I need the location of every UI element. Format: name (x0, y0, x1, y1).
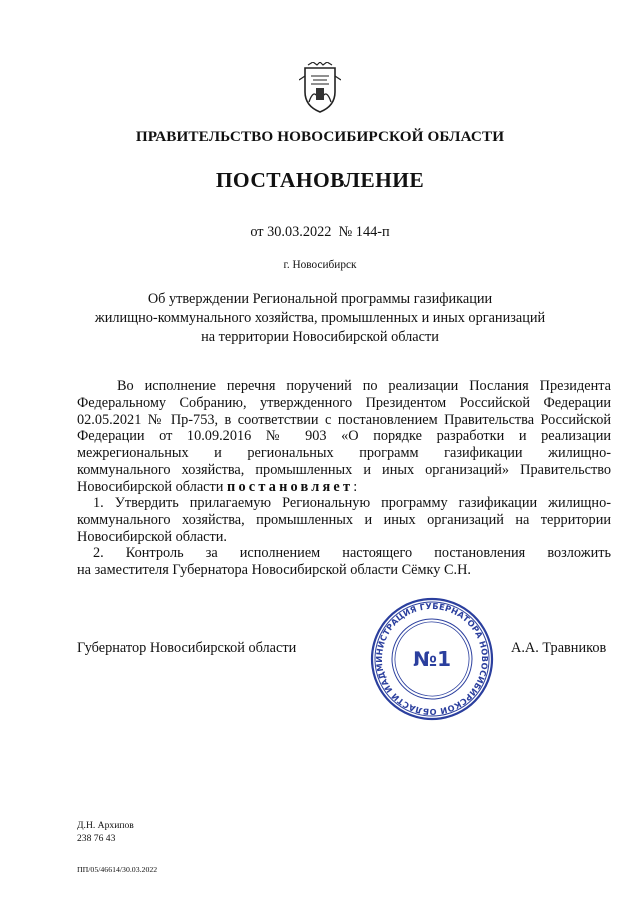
stamp-number: №1 (413, 647, 451, 671)
date-and-number: от 30.03.2022 № 144-п (250, 224, 390, 240)
subject-line: жилищно-коммунального хозяйства, промышленных и иных организаций (94, 310, 546, 326)
text-line: коммунального хозяйства, промышленных и иных организаций на территории (77, 511, 611, 528)
signatory-name: А.А. Травников (511, 640, 607, 656)
text-line: 02.05.2021 № Пр-753, в соответствии с постановлением Правительства Российской (77, 411, 611, 428)
document-subject (0, 290, 640, 347)
text-line: Федеральному Собранию, утвержденного Президентом Российской Федерации (77, 394, 611, 411)
text-line: на заместителя Губернатора Новосибирской области Сёмку С.Н. (77, 561, 472, 578)
executor-phone: 238 76 43 (77, 833, 116, 844)
signatory-title: Губернатор Новосибирской области (77, 640, 297, 656)
executor-info (77, 819, 134, 845)
subject-line: Об утверждении Региональной программы газификации (147, 291, 493, 307)
decree-item-1 (77, 495, 611, 545)
text-line: межрегиональных и региональных программ газификации жилищно- (77, 445, 611, 462)
text-line: коммунального хозяйства, промышленных и иных организаций» Правительство (77, 461, 611, 478)
text-line: Федерации от 10.09.2016 № 903 «О порядке разработки и реализации (77, 428, 611, 445)
text-fragment: Новосибирской области (77, 478, 228, 495)
text-line: Во исполнение перечня поручений по реализации Послания Президента (117, 378, 611, 394)
text-line: 1. Утвердить прилагаемую Региональную программу газификации жилищно- (93, 495, 611, 511)
official-stamp-icon (369, 596, 495, 722)
city: г. Новосибирск (283, 259, 357, 271)
subject-line: на территории Новосибирской области (201, 329, 439, 345)
decree-word: постановляет (227, 478, 354, 495)
organization-name: ПРАВИТЕЛЬСТВО НОВОСИБИРСКОЙ ОБЛАСТИ (135, 128, 505, 145)
executor-name: Д.Н. Архипов (77, 820, 134, 831)
document-type: ПОСТАНОВЛЕНИЕ (215, 168, 425, 192)
decree-item-2 (77, 545, 611, 579)
preamble-paragraph (77, 378, 611, 496)
stamp-text: АДМИНИСТРАЦИЯ ГУБЕРНАТОРА НОВОСИБИРСКОЙ ОБЛАСТИ И (373, 600, 491, 718)
registration-number: ПП/05/46614/30.03.2022 (77, 865, 158, 874)
text-line: 2. Контроль за исполнением настоящего постановления возложить (93, 545, 611, 561)
text-line (77, 479, 611, 496)
coat-of-arms-icon (299, 62, 341, 114)
text-fragment: : (353, 478, 358, 495)
text-line: Новосибирской области. (77, 528, 228, 545)
